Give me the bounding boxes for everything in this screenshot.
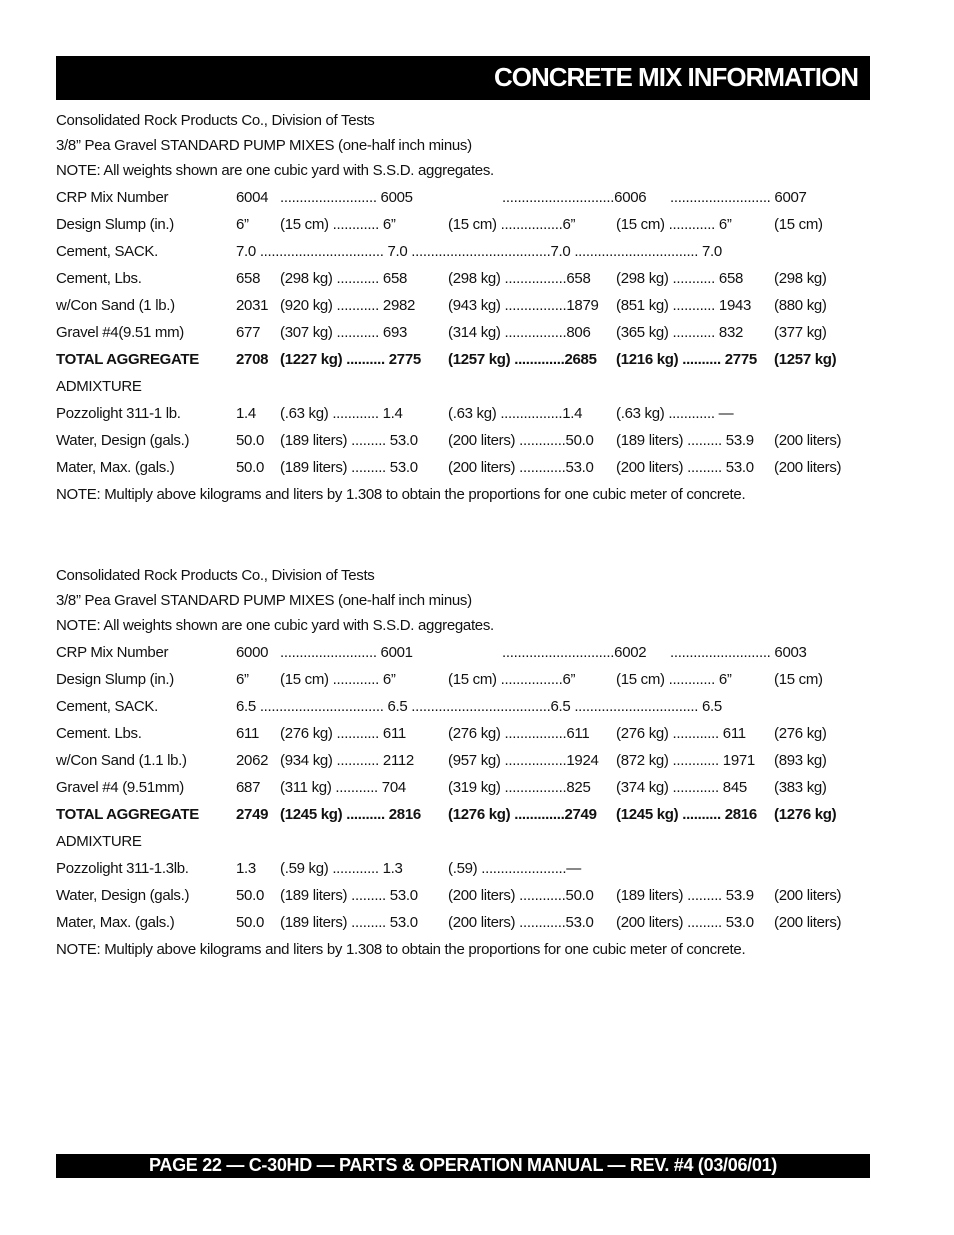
row-value: 2749	[236, 806, 269, 823]
row-value: (200 liters)	[774, 914, 842, 931]
row-label: ADMIXTURE	[56, 378, 142, 395]
row-value: (276 kg) ................611	[448, 725, 590, 742]
table-row	[56, 405, 870, 425]
row-value: (200 liters) ......... 53.0	[616, 914, 754, 931]
row-value: .............................6006	[502, 189, 647, 206]
subtitle-line: 3/8” Pea Gravel STANDARD PUMP MIXES (one-half inch minus)	[56, 137, 472, 154]
row-value: (298 kg) ........... 658	[280, 270, 408, 287]
row-value: (872 kg) ............ 1971	[616, 752, 755, 769]
row-label: Cement, SACK.	[56, 243, 158, 260]
row-value: 50.0	[236, 459, 264, 476]
table-row	[56, 297, 870, 317]
row-value: (15 cm) ............ 6”	[616, 671, 732, 688]
row-value: (311 kg) ........... 704	[280, 779, 406, 796]
row-value: 677	[236, 324, 261, 341]
row-value: (189 liters) ......... 53.0	[280, 914, 418, 931]
row-value: (.63 kg) ................1.4	[448, 405, 583, 422]
row-value: 6000	[236, 644, 269, 661]
table-row	[56, 887, 870, 907]
row-value: (189 liters) ......... 53.9	[616, 887, 754, 904]
table-row	[56, 378, 870, 398]
row-value: 611	[236, 725, 260, 742]
row-value: 50.0	[236, 914, 264, 931]
table-row	[56, 432, 870, 452]
row-value: ......................... 6005	[280, 189, 413, 206]
row-value: (1276 kg) .............2749	[448, 806, 597, 823]
row-label: Pozzolight 311-1.3lb.	[56, 860, 189, 877]
row-value: (934 kg) ........... 2112	[280, 752, 414, 769]
table-row	[56, 324, 870, 344]
row-value: (298 kg) ........... 658	[616, 270, 744, 287]
table-row	[56, 189, 870, 209]
row-value: 6”	[236, 671, 249, 688]
row-value: 1.4	[236, 405, 256, 422]
row-value: (200 liters) ............53.0	[448, 459, 594, 476]
table-row	[56, 698, 870, 718]
footer-text: PAGE 22 — C-30HD — PARTS & OPERATION MANUAL — REV. #4 (03/06/01)	[149, 1155, 777, 1175]
row-value: (.59) ......................—	[448, 860, 581, 877]
table-row	[56, 351, 870, 371]
row-value: 2062	[236, 752, 269, 769]
table-row	[56, 752, 870, 772]
row-value: (15 cm) ............ 6”	[280, 216, 396, 233]
row-value: (880 kg)	[774, 297, 827, 314]
row-label: CRP Mix Number	[56, 644, 169, 661]
row-value: (15 cm) ................6”	[448, 671, 576, 688]
row-value: (851 kg) ........... 1943	[616, 297, 752, 314]
row-value: (.63 kg) ............ 1.4	[280, 405, 403, 422]
row-value: 2708	[236, 351, 269, 368]
row-value: (1227 kg) .......... 2775	[280, 351, 421, 368]
row-value: (893 kg)	[774, 752, 827, 769]
row-label: Cement. Lbs.	[56, 725, 142, 742]
row-value: (189 liters) ......... 53.0	[280, 887, 418, 904]
table-row	[56, 671, 870, 691]
row-value: (200 liters)	[774, 887, 842, 904]
conversion-note: NOTE: Multiply above kilograms and liters by 1.308 to obtain the proportions for one cubic meter of concrete.	[56, 941, 746, 958]
table-row	[56, 779, 870, 799]
row-value: (15 cm)	[774, 671, 823, 688]
row-label: Water, Design (gals.)	[56, 432, 190, 449]
row-label: Cement, Lbs.	[56, 270, 142, 287]
row-value: (15 cm) ................6”	[448, 216, 576, 233]
row-value: .......................... 6003	[670, 644, 807, 661]
table-row	[56, 860, 870, 880]
row-value: 50.0	[236, 432, 264, 449]
row-value: (200 liters)	[774, 459, 842, 476]
subtitle-line: 3/8” Pea Gravel STANDARD PUMP MIXES (one-half inch minus)	[56, 592, 472, 609]
row-value: (298 kg) ................658	[448, 270, 591, 287]
row-value: (15 cm)	[774, 216, 823, 233]
row-value: (377 kg)	[774, 324, 827, 341]
source-line: Consolidated Rock Products Co., Division of Tests	[56, 567, 375, 584]
table-row	[56, 914, 870, 934]
row-value: (1245 kg) .......... 2816	[616, 806, 757, 823]
row-value: 6.5 ................................ 6.5 ....................................6.5 ................................ 6.5	[236, 698, 722, 715]
row-value: (276 kg) ............ 611	[616, 725, 746, 742]
row-value: (200 liters) ............50.0	[448, 887, 594, 904]
row-value: 658	[236, 270, 261, 287]
row-value: (920 kg) ........... 2982	[280, 297, 416, 314]
row-value: (189 liters) ......... 53.9	[616, 432, 754, 449]
row-value: 6004	[236, 189, 269, 206]
row-value: (15 cm) ............ 6”	[280, 671, 396, 688]
row-label: Gravel #4 (9.51mm)	[56, 779, 184, 796]
row-value: .............................6002	[502, 644, 647, 661]
row-value: 6”	[236, 216, 249, 233]
row-value: (.59 kg) ............ 1.3	[280, 860, 403, 877]
row-value: (189 liters) ......... 53.0	[280, 432, 418, 449]
row-label: Design Slump (in.)	[56, 216, 174, 233]
row-value: (298 kg)	[774, 270, 827, 287]
row-value: (200 liters) ......... 53.0	[616, 459, 754, 476]
row-value: (957 kg) ................1924	[448, 752, 599, 769]
row-value: (319 kg) ................825	[448, 779, 591, 796]
table-row	[56, 270, 870, 290]
row-value: (1257 kg) .............2685	[448, 351, 597, 368]
row-value: (276 kg)	[774, 725, 827, 742]
source-line: Consolidated Rock Products Co., Division of Tests	[56, 112, 375, 129]
row-label: Mater, Max. (gals.)	[56, 459, 175, 476]
table-row	[56, 216, 870, 236]
table-row	[56, 644, 870, 664]
row-value: (365 kg) ........... 832	[616, 324, 744, 341]
row-label: Gravel #4(9.51 mm)	[56, 324, 184, 341]
table-row	[56, 833, 870, 853]
row-label: ADMIXTURE	[56, 833, 142, 850]
table-row	[56, 459, 870, 479]
row-label: TOTAL AGGREGATE	[56, 351, 200, 368]
row-value: (1216 kg) .......... 2775	[616, 351, 757, 368]
row-value: 687	[236, 779, 261, 796]
table-row	[56, 243, 870, 263]
table-row	[56, 806, 870, 826]
row-value: ......................... 6001	[280, 644, 413, 661]
row-value: 1.3	[236, 860, 256, 877]
page-title: CONCRETE MIX INFORMATION	[493, 62, 858, 92]
row-label: Design Slump (in.)	[56, 671, 174, 688]
row-value: (383 kg)	[774, 779, 827, 796]
table-row	[56, 725, 870, 745]
row-value: (200 liters) ............53.0	[448, 914, 594, 931]
row-value: 2031	[236, 297, 269, 314]
row-value: (307 kg) ........... 693	[280, 324, 408, 341]
row-value: (200 liters) ............50.0	[448, 432, 594, 449]
row-value: (1276 kg)	[774, 806, 837, 823]
row-value: 50.0	[236, 887, 264, 904]
row-value: (276 kg) ........... 611	[280, 725, 406, 742]
header-bar	[56, 56, 870, 100]
row-label: Pozzolight 311-1 lb.	[56, 405, 181, 422]
row-value: (943 kg) ................1879	[448, 297, 599, 314]
row-value: .......................... 6007	[670, 189, 807, 206]
row-value: (189 liters) ......... 53.0	[280, 459, 418, 476]
row-value: (200 liters)	[774, 432, 842, 449]
row-label: Cement, SACK.	[56, 698, 158, 715]
row-label: Water, Design (gals.)	[56, 887, 190, 904]
row-label: w/Con Sand (1 lb.)	[56, 297, 175, 314]
row-value: (.63 kg) ............ —	[616, 405, 734, 422]
row-value: (314 kg) ................806	[448, 324, 591, 341]
row-value: (15 cm) ............ 6”	[616, 216, 732, 233]
footer-bar	[56, 1154, 870, 1178]
row-label: CRP Mix Number	[56, 189, 169, 206]
row-value: 7.0 ................................ 7.0 ....................................7.0 ................................ 7.0	[236, 243, 722, 260]
note-line: NOTE: All weights shown are one cubic yard with S.S.D. aggregates.	[56, 162, 494, 179]
row-value: (1245 kg) .......... 2816	[280, 806, 421, 823]
row-label: Mater, Max. (gals.)	[56, 914, 175, 931]
row-value: (374 kg) ............ 845	[616, 779, 747, 796]
row-label: TOTAL AGGREGATE	[56, 806, 200, 823]
note-line: NOTE: All weights shown are one cubic yard with S.S.D. aggregates.	[56, 617, 494, 634]
row-label: w/Con Sand (1.1 lb.)	[56, 752, 187, 769]
row-value: (1257 kg)	[774, 351, 837, 368]
conversion-note: NOTE: Multiply above kilograms and liters by 1.308 to obtain the proportions for one cubic meter of concrete.	[56, 486, 746, 503]
